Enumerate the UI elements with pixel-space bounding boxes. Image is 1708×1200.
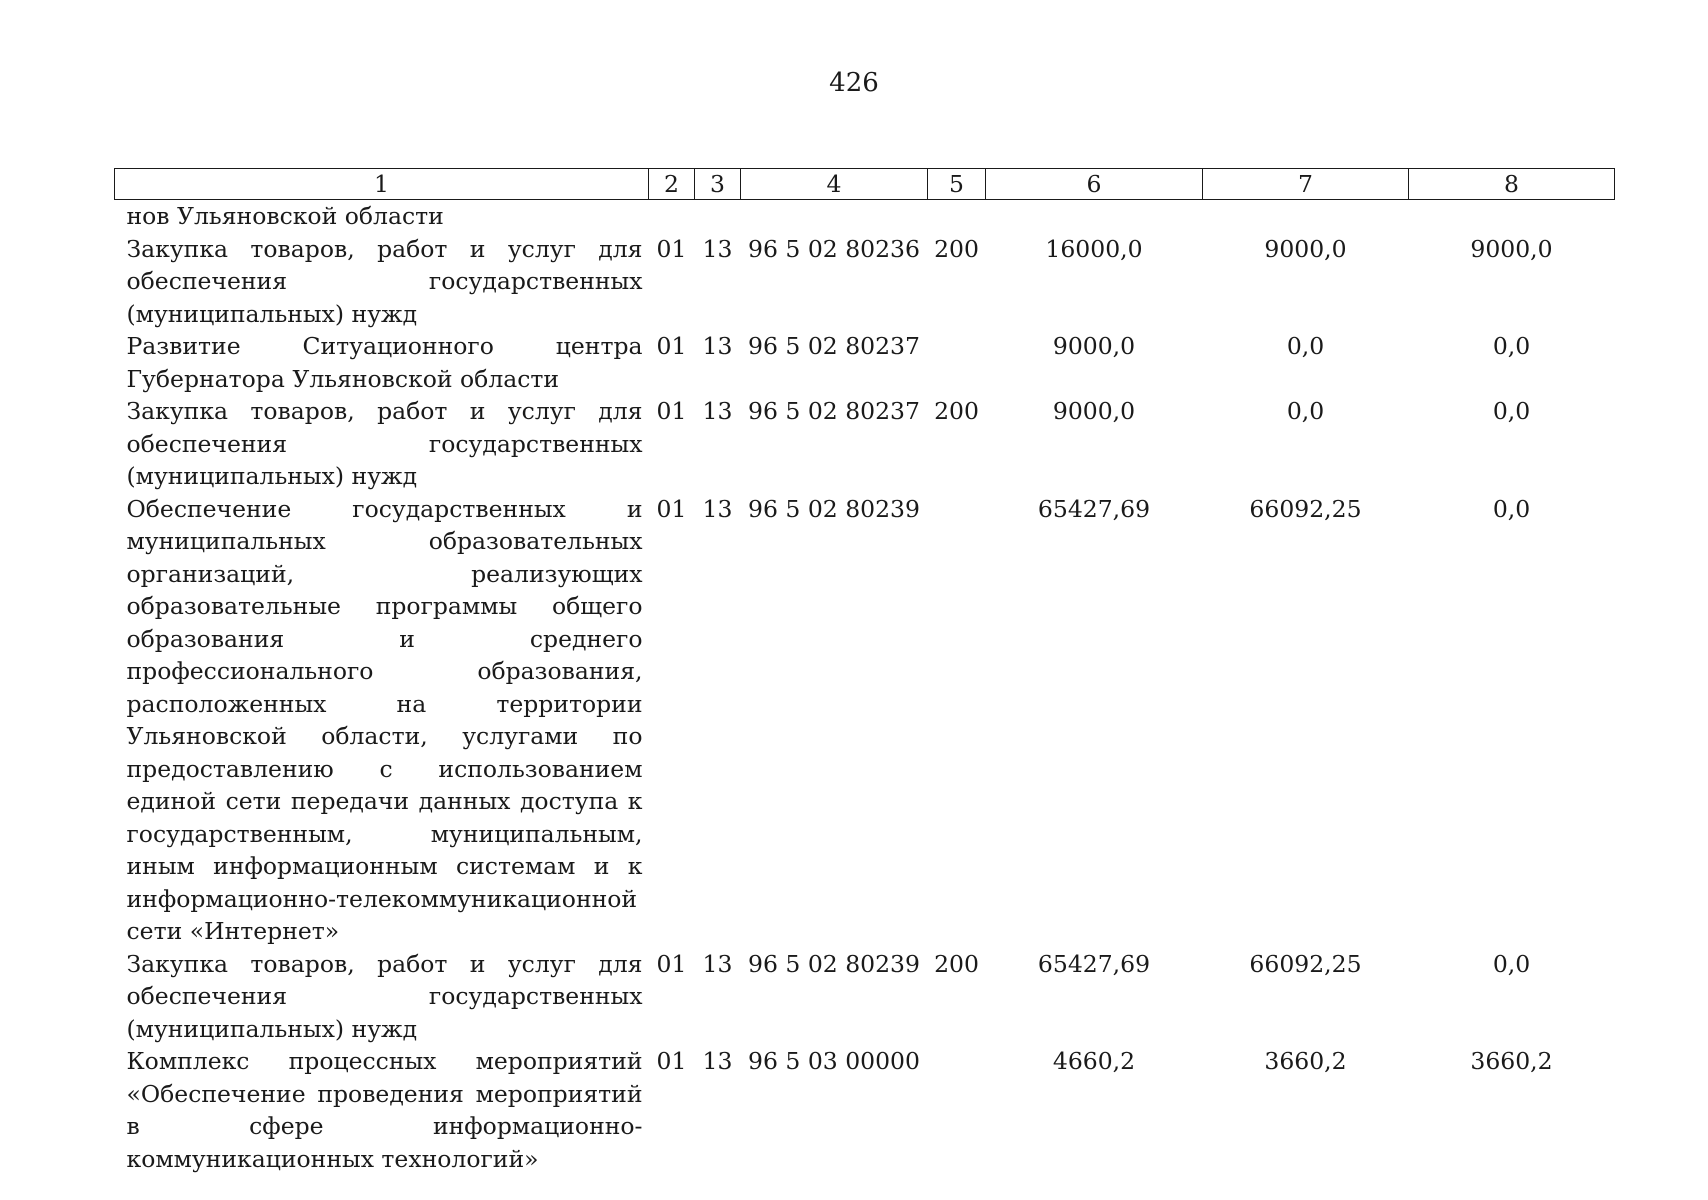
row-value-col7: 0,0: [1286, 397, 1325, 425]
row-expense-type: [928, 1045, 986, 1175]
row-name: Закупка товаров, работ и услуг для обеспечения государственных (муниципальных) нужд: [126, 397, 643, 490]
row-value-col6: 65427,69: [1037, 949, 1151, 978]
row-value-col7: 3660,2: [1264, 1047, 1347, 1075]
table-row: [115, 1045, 1615, 1175]
budget-table: [114, 168, 1615, 1175]
row-value-col7: 0,0: [1286, 332, 1325, 360]
row-value-col7: 9000,0: [1264, 234, 1347, 263]
row-target-code: 96 5 02 80237: [748, 397, 920, 425]
table-header: [115, 169, 1615, 200]
row-target-code: 96 5 02 80237: [748, 332, 920, 360]
row-value-col7: 66092,25: [1249, 949, 1362, 978]
row-name: Развитие Ситуационного центра Губернатора Ульяновской области: [126, 332, 643, 393]
header-col-5: 5: [928, 169, 986, 200]
row-expense-type: 200: [934, 397, 979, 425]
row-value-col8: 0,0: [1492, 949, 1531, 978]
row-value-col6: 65427,69: [1037, 494, 1151, 523]
row-subsection: 13: [702, 234, 733, 263]
row-value-col8: 3660,2: [1470, 1047, 1553, 1075]
table-row: [115, 493, 1615, 948]
row-expense-type: [928, 330, 986, 395]
header-col-1: 1: [115, 169, 649, 200]
table-row: [115, 395, 1615, 493]
row-value-col8: 0,0: [1492, 397, 1531, 425]
header-col-3: 3: [695, 169, 741, 200]
row-value-col6: 9000,0: [1052, 332, 1136, 360]
row-expense-type: 200: [934, 234, 979, 263]
page-number: 426: [829, 68, 879, 98]
header-col-6: 6: [986, 169, 1203, 200]
row-name: Обеспечение государственных и муниципальных образовательных организаций, реализующих образовательные программы общего образования и среднего профессионального образования, расположенных на территории Ульяновской области, услугами по предоставлению с использованием единой сети передачи данных доступа к государственным, муниципальным, иным информационным системам и к информационно-телекоммуникационной сети «Интернет»: [126, 494, 643, 945]
table-row: [115, 233, 1615, 331]
row-subsection: 13: [702, 949, 733, 978]
row-value-col7: [1203, 200, 1409, 233]
row-section: [649, 200, 695, 233]
row-value-col6: [986, 200, 1203, 233]
row-expense-type: [928, 200, 986, 233]
row-value-col7: 66092,25: [1249, 494, 1362, 523]
table-row: [115, 948, 1615, 1046]
table-row: [115, 200, 1615, 233]
row-target-code: 96 5 03 00000: [748, 1047, 920, 1075]
row-value-col8: [1409, 200, 1615, 233]
row-target-code: [741, 200, 928, 233]
row-value-col8: 0,0: [1492, 332, 1531, 360]
row-subsection: 13: [702, 1047, 733, 1075]
row-subsection: 13: [702, 397, 733, 425]
row-value-col6: 9000,0: [1052, 397, 1136, 425]
row-value-col6: 4660,2: [1052, 1047, 1136, 1075]
row-value-col6: 16000,0: [1045, 234, 1143, 263]
table-row: [115, 330, 1615, 395]
row-name: Закупка товаров, работ и услуг для обеспечения государственных (муниципальных) нужд: [126, 949, 643, 1043]
row-subsection: [695, 200, 741, 233]
row-section: 01: [656, 949, 687, 978]
table-body: [115, 200, 1615, 1176]
row-expense-type: [928, 493, 986, 948]
row-section: 01: [656, 397, 687, 425]
row-target-code: 96 5 02 80239: [748, 494, 920, 523]
row-name: нов Ульяновской области: [126, 202, 444, 230]
row-subsection: 13: [702, 494, 733, 523]
row-section: 01: [656, 234, 687, 263]
row-section: 01: [656, 1047, 687, 1075]
header-col-7: 7: [1203, 169, 1409, 200]
header-col-2: 2: [649, 169, 695, 200]
header-col-4: 4: [741, 169, 928, 200]
row-target-code: 96 5 02 80239: [748, 949, 920, 978]
row-name: Закупка товаров, работ и услуг для обеспечения государственных (муниципальных) нужд: [126, 234, 643, 328]
row-value-col8: 9000,0: [1470, 234, 1553, 263]
row-section: 01: [656, 494, 687, 523]
header-col-8: 8: [1409, 169, 1615, 200]
header-row: [115, 169, 1615, 200]
row-subsection: 13: [702, 332, 733, 360]
row-value-col8: 0,0: [1492, 494, 1531, 523]
row-expense-type: 200: [934, 949, 979, 978]
row-target-code: 96 5 02 80236: [748, 234, 920, 263]
row-section: 01: [656, 332, 687, 360]
row-name: Комплекс процессных мероприятий «Обеспечение проведения мероприятий в сфере информационно-коммуникационных технологий»: [126, 1047, 643, 1173]
